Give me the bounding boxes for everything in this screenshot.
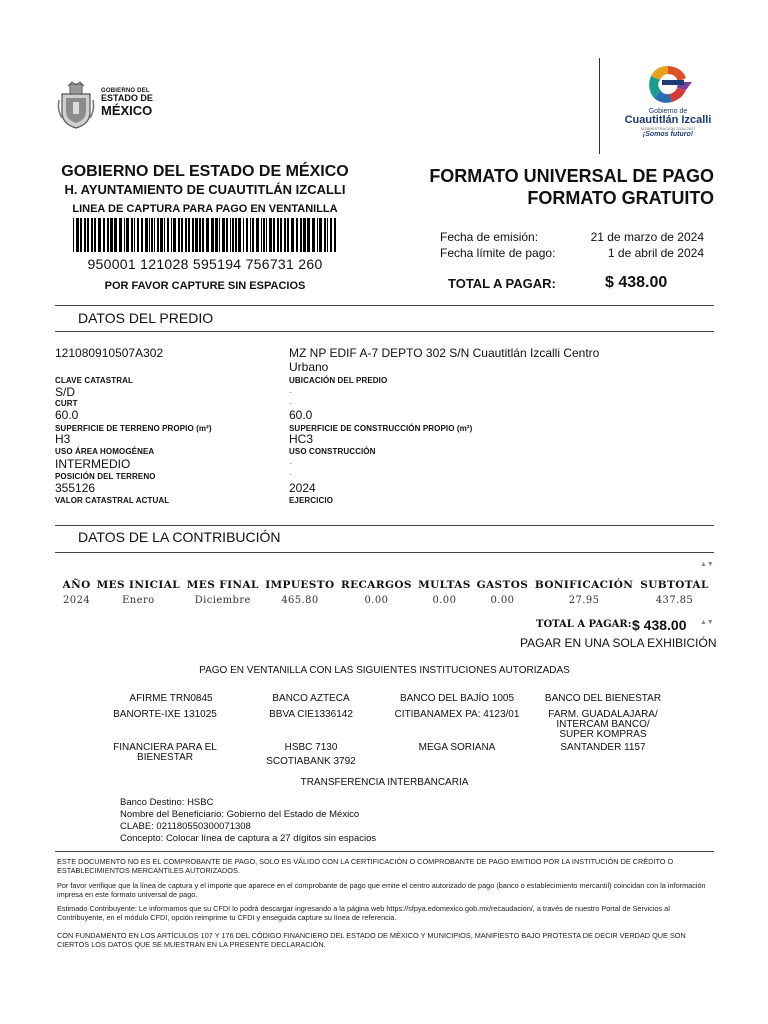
- barcode-bar: [80, 218, 82, 252]
- barcode-bar: [131, 218, 133, 252]
- barcode-bar: [134, 218, 135, 252]
- barcode-bar: [330, 218, 332, 252]
- barcode-bar: [252, 218, 254, 252]
- logo-line-2: ESTADO DE: [101, 93, 153, 104]
- barcode-bar: [334, 218, 336, 252]
- clabe: CLABE: 021180550300071308: [120, 821, 251, 832]
- ubicacion-line-2: Urbano: [289, 360, 329, 374]
- barcode-bar: [178, 218, 180, 252]
- col-header: MES INICIAL: [96, 578, 181, 591]
- barcode-bar: [273, 218, 275, 252]
- col-header: SUBTOTAL: [640, 578, 709, 591]
- sup-terreno-label: SUPERFICIE DE TERRENO PROPIO (m²): [55, 424, 212, 433]
- total-value: $ 438.00: [605, 274, 668, 291]
- table-cell: 27.95: [568, 594, 600, 606]
- valor-catastral-label: VALOR CATASTRAL ACTUAL: [55, 496, 170, 505]
- barcode-bar: [124, 218, 125, 252]
- area-homogenea-label: USO ÁREA HOMOGÉNEA: [55, 447, 155, 456]
- barcode-bar: [119, 218, 122, 252]
- barcode-bar: [188, 218, 190, 252]
- bank-item: SANTANDER 1157: [560, 742, 646, 753]
- barcode-bar: [87, 218, 89, 252]
- barcode-bar: [114, 218, 117, 252]
- area-homogenea-value: H3: [55, 432, 71, 446]
- gov-title: GOBIERNO DEL ESTADO DE MÉXICO: [61, 163, 349, 180]
- barcode-bar: [137, 218, 139, 252]
- barcode-bar: [94, 218, 96, 252]
- barcode-bar: [195, 218, 198, 252]
- col-header: MES FINAL: [186, 578, 259, 591]
- contribucion-section-title: DATOS DE LA CONTRIBUCIÓN: [78, 529, 281, 545]
- barcode-bar: [266, 218, 267, 252]
- barcode-bar: [250, 218, 251, 252]
- barcode-bar: [173, 218, 176, 252]
- divider: [55, 851, 714, 852]
- state-seal-icon: [56, 80, 96, 130]
- table-cell: 437.85: [655, 594, 694, 606]
- bank-item: BANCO DEL BIENESTAR: [544, 693, 662, 704]
- bank-item: CITIBANAMEX PA: 4123/01: [394, 709, 520, 720]
- divider: [55, 331, 714, 332]
- valor-catastral-value: 355126: [55, 481, 96, 495]
- barcode-bar: [192, 218, 194, 252]
- barcode-bar: [151, 218, 153, 252]
- bank-item: FARM. GUADALAJARA/ INTERCAM BANCO/ SUPER KOMPRAS: [548, 709, 658, 740]
- divider: [55, 305, 714, 306]
- empty-value: -: [289, 469, 292, 479]
- barcode-bar: [91, 218, 93, 252]
- col-header: MULTAS: [418, 578, 471, 591]
- barcode-bar: [232, 218, 234, 252]
- curt-value: S/D: [55, 385, 76, 399]
- barcode-bar: [84, 218, 86, 252]
- barcode-bar: [167, 218, 169, 252]
- format-title-2: FORMATO GRATUITO: [527, 188, 714, 208]
- header-divider: [599, 58, 600, 154]
- col-header: IMPUESTO: [265, 578, 335, 591]
- total-spinner[interactable]: [700, 619, 714, 626]
- sup-construccion-label: SUPERFICIE DE CONSTRUCCIÓN PROPIO (m²): [289, 424, 473, 433]
- uso-construccion-value: HC3: [289, 432, 314, 446]
- table-spinner[interactable]: [700, 561, 714, 568]
- barcode-bar: [73, 218, 74, 252]
- table-cell: 2024: [63, 594, 91, 606]
- table-row: [60, 592, 712, 608]
- barcode-bar: [141, 218, 143, 252]
- limit-date: 1 de abril de 2024: [607, 246, 704, 260]
- barcode-bar: [312, 218, 315, 252]
- capture-hint: POR FAVOR CAPTURE SIN ESPACIOS: [104, 280, 306, 292]
- barcode-bar: [269, 218, 272, 252]
- barcode-bar: [211, 218, 214, 252]
- cuautitlan-emblem-icon: [640, 62, 696, 106]
- logo-line-1: GOBIERNO DEL: [101, 88, 150, 94]
- barcode-bar: [185, 218, 187, 252]
- barcode-bar: [160, 218, 163, 252]
- transferencia-title: TRANSFERENCIA INTERBANCARIA: [300, 777, 469, 788]
- logo-right-line-4: ¡Somos futuro!: [642, 131, 694, 138]
- barcode-bar: [300, 218, 302, 252]
- barcode-bar: [76, 218, 79, 252]
- curt-label: CURT: [55, 399, 78, 408]
- predio-section-title: DATOS DEL PREDIO: [78, 310, 214, 326]
- barcode-bar: [263, 218, 265, 252]
- col-header: BONIFICACIÓN: [534, 578, 634, 591]
- logo-right-line-2: Cuautitlán Izcalli: [624, 114, 712, 126]
- barcode-bar: [181, 218, 183, 252]
- barcode-bar: [303, 218, 306, 252]
- spinner-arrows-icon: ▲▼: [700, 619, 714, 626]
- logo-right-line-3: ADMINISTRACIÓN 2024-2027: [640, 126, 696, 131]
- linea-captura-title: LINEA DE CAPTURA PARA PAGO EN VENTANILLA: [72, 203, 338, 215]
- barcode-bar: [103, 218, 105, 252]
- posicion-label: POSICIÓN DEL TERRENO: [55, 472, 156, 481]
- barcode-bar: [219, 218, 220, 252]
- logo-right-line-1: Gobierno de: [648, 108, 688, 115]
- format-title-1: FORMATO UNIVERSAL DE PAGO: [429, 166, 714, 186]
- col-header: RECARGOS: [341, 578, 412, 591]
- barcode-bar: [319, 218, 322, 252]
- disclaimer-4: CON FUNDAMENTO EN LOS ARTÍCULOS 107 Y 176 DEL CÓDIGO FINANCIERO DEL ESTADO DE MÉXICO Y MUNICIPIOS, MANIFIESTO BAJO PROTESTA DE DECIR VERDAD QUE SON CIERTOS LOS DATOS QUE SE MUESTRAN EN LA PRESENTE DECLARACIÓN.: [57, 931, 686, 949]
- bank-item: BANCO AZTECA: [272, 693, 350, 704]
- disclaimer-2: Por favor verifique que la línea de captura y el importe que aparece en el comprobante de pago que emite el centro autorizado de pago (banco o establecimiento mercantil) coincidan con la información impresa en este formato universal de pago.: [57, 881, 706, 899]
- barcode-bar: [110, 218, 113, 252]
- posicion-value: INTERMEDIO: [55, 457, 131, 471]
- ejercicio-value: 2024: [289, 481, 316, 495]
- barcode-bar: [164, 218, 165, 252]
- disclaimer-1: ESTE DOCUMENTO NO ES EL COMPROBANTE DE PAGO, SOLO ES VÁLIDO CON LA CERTIFICACIÓN O COMPROBANTE DE PAGO EMITIDO POR LA INSTITUCIÓN DE CRÉDITO O ESTABLECIMIENTOS MERCANTILES AUTORIZADOS.: [57, 857, 674, 875]
- barcode-bar: [261, 218, 262, 252]
- table-cell: 0.00: [364, 594, 389, 606]
- bancos-title: PAGO EN VENTANILLA CON LAS SIGUIENTES INSTITUCIONES AUTORIZADAS: [199, 665, 570, 676]
- col-header: GASTOS: [476, 578, 529, 591]
- barcode-bar: [154, 218, 155, 252]
- concepto: Concepto: Colocar línea de captura a 27 dígitos sin espacios: [120, 833, 377, 844]
- edomex-logo: [56, 80, 166, 130]
- barcode-bar: [280, 218, 282, 252]
- bank-item: HSBC 7130: [284, 742, 338, 753]
- barcode-bar: [206, 218, 209, 252]
- logo-line-3: MÉXICO: [101, 102, 153, 118]
- spinner-arrows-icon: ▲▼: [700, 561, 714, 568]
- bank-item: MEGA SORIANA: [418, 742, 496, 753]
- ubicacion-line-1: MZ NP EDIF A-7 DEPTO 302 S/N Cuautitlán Izcalli Centro: [289, 346, 600, 360]
- total-label: TOTAL A PAGAR:: [448, 276, 556, 291]
- banco-destino: Banco Destino: HSBC: [120, 797, 214, 808]
- barcode-bar: [256, 218, 259, 252]
- empty-value: -: [289, 398, 292, 408]
- ayuntamiento-title: H. AYUNTAMIENTO DE CUAUTITLÁN IZCALLI: [64, 182, 346, 197]
- barcode-bar: [107, 218, 109, 252]
- barcode-bar: [171, 218, 172, 252]
- bank-item: AFIRME TRN0845: [129, 693, 213, 704]
- table-header-row: [60, 577, 712, 592]
- table-cell: 0.00: [490, 594, 515, 606]
- divider: [55, 552, 714, 553]
- table-cell: Enero: [122, 594, 155, 606]
- empty-value: -: [289, 387, 292, 397]
- emission-label: Fecha de emisión:: [440, 230, 539, 244]
- barcode-bar: [296, 218, 298, 252]
- barcode-bar: [157, 218, 159, 252]
- cuautitlan-logo: [622, 62, 714, 154]
- barcode-bar: [287, 218, 289, 252]
- barcode-bar: [222, 218, 225, 252]
- sup-construccion-value: 60.0: [289, 408, 313, 422]
- table-cell: 465.80: [281, 594, 319, 606]
- barcode-bar: [226, 218, 228, 252]
- barcode-bar: [215, 218, 218, 252]
- barcode-bar: [246, 218, 248, 252]
- barcode-bar: [199, 218, 201, 252]
- barcode-bar: [291, 218, 294, 252]
- ejercicio-label: EJERCICIO: [289, 496, 334, 505]
- bank-item: BANORTE-IXE 131025: [113, 709, 217, 720]
- barcode-bar: [324, 218, 326, 252]
- divider: [55, 525, 714, 526]
- barcode-bar: [202, 218, 204, 252]
- clave-catastral: 121080910507A302: [55, 346, 164, 360]
- barcode-bar: [243, 218, 244, 252]
- capture-line: 950001 121028 595194 756731 260: [87, 256, 323, 272]
- contribucion-table: [60, 577, 712, 608]
- contrib-total-label: TOTAL A PAGAR:: [536, 619, 632, 630]
- barcode-bar: [145, 218, 148, 252]
- limit-label: Fecha límite de pago:: [440, 246, 556, 260]
- barcode-bar: [284, 218, 286, 252]
- barcode-bar: [126, 218, 129, 252]
- barcode: [73, 218, 337, 252]
- disclaimer-3: Estimado Contribuyente: Le informamos que su CFDI lo podrá descargar ingresando a la página web https://sfpya.edomexico.gob.mx/recaudacion/, a través de nuestro Portal de Servicios al Contribuyente, en el módulo CFDI, opción reimprime tu CFDI y enseguida capture su línea de referencia.: [57, 904, 670, 922]
- contrib-total-value: $ 438.00: [632, 617, 687, 633]
- barcode-bar: [307, 218, 310, 252]
- col-header: AÑO: [62, 578, 91, 591]
- emission-date: 21 de marzo de 2024: [590, 230, 704, 244]
- empty-value: -: [289, 458, 292, 468]
- barcode-bar: [238, 218, 241, 252]
- barcode-bar: [230, 218, 231, 252]
- barcode-bar: [149, 218, 150, 252]
- uso-construccion-label: USO CONSTRUCCIÓN: [289, 447, 376, 456]
- barcode-bar: [317, 218, 318, 252]
- barcode-bar: [277, 218, 279, 252]
- table-cell: 0.00: [432, 594, 457, 606]
- table-cell: Diciembre: [194, 594, 251, 606]
- barcode-bar: [98, 218, 101, 252]
- sup-terreno-value: 60.0: [55, 408, 79, 422]
- bank-item: SCOTIABANK 3792: [266, 756, 356, 767]
- clave-catastral-label: CLAVE CATASTRAL: [55, 376, 133, 385]
- barcode-bar: [235, 218, 237, 252]
- bank-item: FINANCIERA PARA EL BIENESTAR: [113, 742, 217, 763]
- beneficiario: Nombre del Beneficiario: Gobierno del Estado de México: [120, 809, 360, 820]
- ubicacion-label: UBICACIÓN DEL PREDIO: [289, 376, 388, 385]
- bank-item: BBVA CIE1336142: [269, 709, 353, 720]
- sola-exhibicion: PAGAR EN UNA SOLA EXHIBICIÓN: [520, 636, 717, 650]
- barcode-bar: [327, 218, 328, 252]
- bank-item: BANCO DEL BAJÍO 1005: [399, 693, 515, 704]
